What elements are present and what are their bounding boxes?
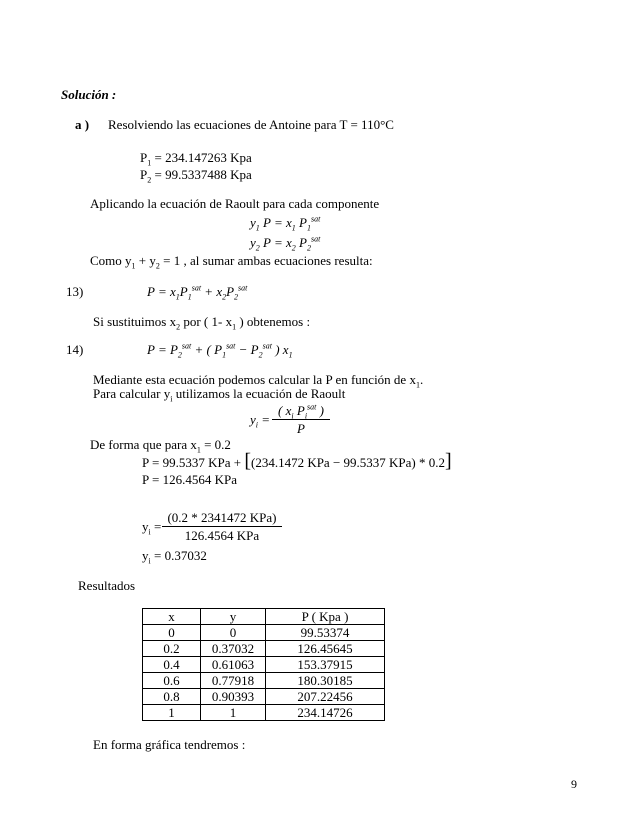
cell-p: 180.30185: [266, 673, 385, 689]
raoult-eq-1: $y_1$ $P = x_1$ $P_1^{sat}$: [250, 214, 321, 233]
y-calc-result: $y_i = 0.37032$: [142, 548, 207, 566]
table-row: [143, 641, 385, 657]
table-row: [143, 625, 385, 641]
page-number: 9: [571, 777, 577, 791]
cell-p: 99.53374: [266, 625, 385, 641]
results-table: [142, 608, 385, 721]
cell-x: 1: [143, 705, 201, 721]
table-row: [143, 689, 385, 705]
cell-p: 126.45645: [266, 641, 385, 657]
table-row: [143, 705, 385, 721]
p-calc-line-1: P = 99.5337 KPa + [(234.1472 KPa − 99.5337 KPa) * 0.2]: [142, 450, 452, 472]
cell-y: 0.37032: [201, 641, 266, 657]
results-label: Resultados: [78, 578, 136, 593]
cell-x: 0.6: [143, 673, 201, 689]
subst-text: Si sustituimos $x_2$ por ( 1- $x_1$ ) obtenemos :: [93, 314, 311, 332]
raoult-intro: Aplicando la ecuación de Raoult para cada componente: [90, 196, 380, 211]
pressure-p2: $P_2 = 99.5337488$ Kpa: [140, 167, 252, 185]
header-p: P ( Kpa ): [266, 609, 385, 625]
table-row: [143, 657, 385, 673]
y-calc-fraction: (0.2 * 2341472 KPa) 126.4564 KPa: [162, 510, 282, 545]
header-x: x: [143, 609, 201, 625]
pressure-p1: $P_1 = 234.147263$ Kpa: [140, 150, 252, 168]
part-a-text: Resolviendo las ecuaciones de Antoine para T = 110°C: [108, 117, 394, 132]
eq13-number: 13): [66, 284, 84, 299]
cell-p: 153.37915: [266, 657, 385, 673]
yi-lhs: $y_i$ =: [250, 412, 271, 430]
graph-intro: En forma gráfica tendremos :: [93, 737, 246, 752]
cell-x: 0.2: [143, 641, 201, 657]
cell-y: 0: [201, 625, 266, 641]
example-intro: De forma que para $x_1 = 0.2$: [90, 437, 231, 455]
explain-line-2: Para calcular $y_i$ utilizamos la ecuación de Raoult: [93, 386, 346, 404]
table-row: [143, 673, 385, 689]
eq13-formula: $P = x_1P_1^{sat} + x_2P_2^{sat}$: [147, 283, 248, 302]
yi-fraction: ( $x_i$ $P_i^{sat}$ ) P: [272, 403, 330, 438]
p-calc-line-2: P = 126.4564 KPa: [142, 472, 237, 487]
table-header-row: [143, 609, 385, 625]
cell-y: 0.61063: [201, 657, 266, 673]
explain-line-1: Mediante esta ecuación podemos calcular la P en función de $x_1$.: [93, 372, 424, 390]
sum-text: Como $y_1 + y_2 = 1$ , al sumar ambas ecuaciones resulta:: [90, 253, 373, 271]
cell-p: 234.14726: [266, 705, 385, 721]
cell-y: 0.90393: [201, 689, 266, 705]
y-calc-lhs: $y_i$ =: [142, 519, 162, 537]
eq14-number: 14): [66, 342, 84, 357]
part-a-label: a ): [75, 117, 90, 132]
cell-y: 0.77918: [201, 673, 266, 689]
raoult-eq-2: $y_2$ $P = x_2$ $P_2^{sat}$: [250, 234, 321, 253]
eq14-formula: $P = P_2^{sat}$ + ( $P_1^{sat} - P_2^{sat}$ ) $x_1$: [147, 341, 293, 360]
solution-heading: Solución :: [61, 87, 117, 102]
cell-x: 0.4: [143, 657, 201, 673]
cell-y: 1: [201, 705, 266, 721]
header-y: y: [201, 609, 266, 625]
cell-x: 0.8: [143, 689, 201, 705]
cell-x: 0: [143, 625, 201, 641]
cell-p: 207.22456: [266, 689, 385, 705]
